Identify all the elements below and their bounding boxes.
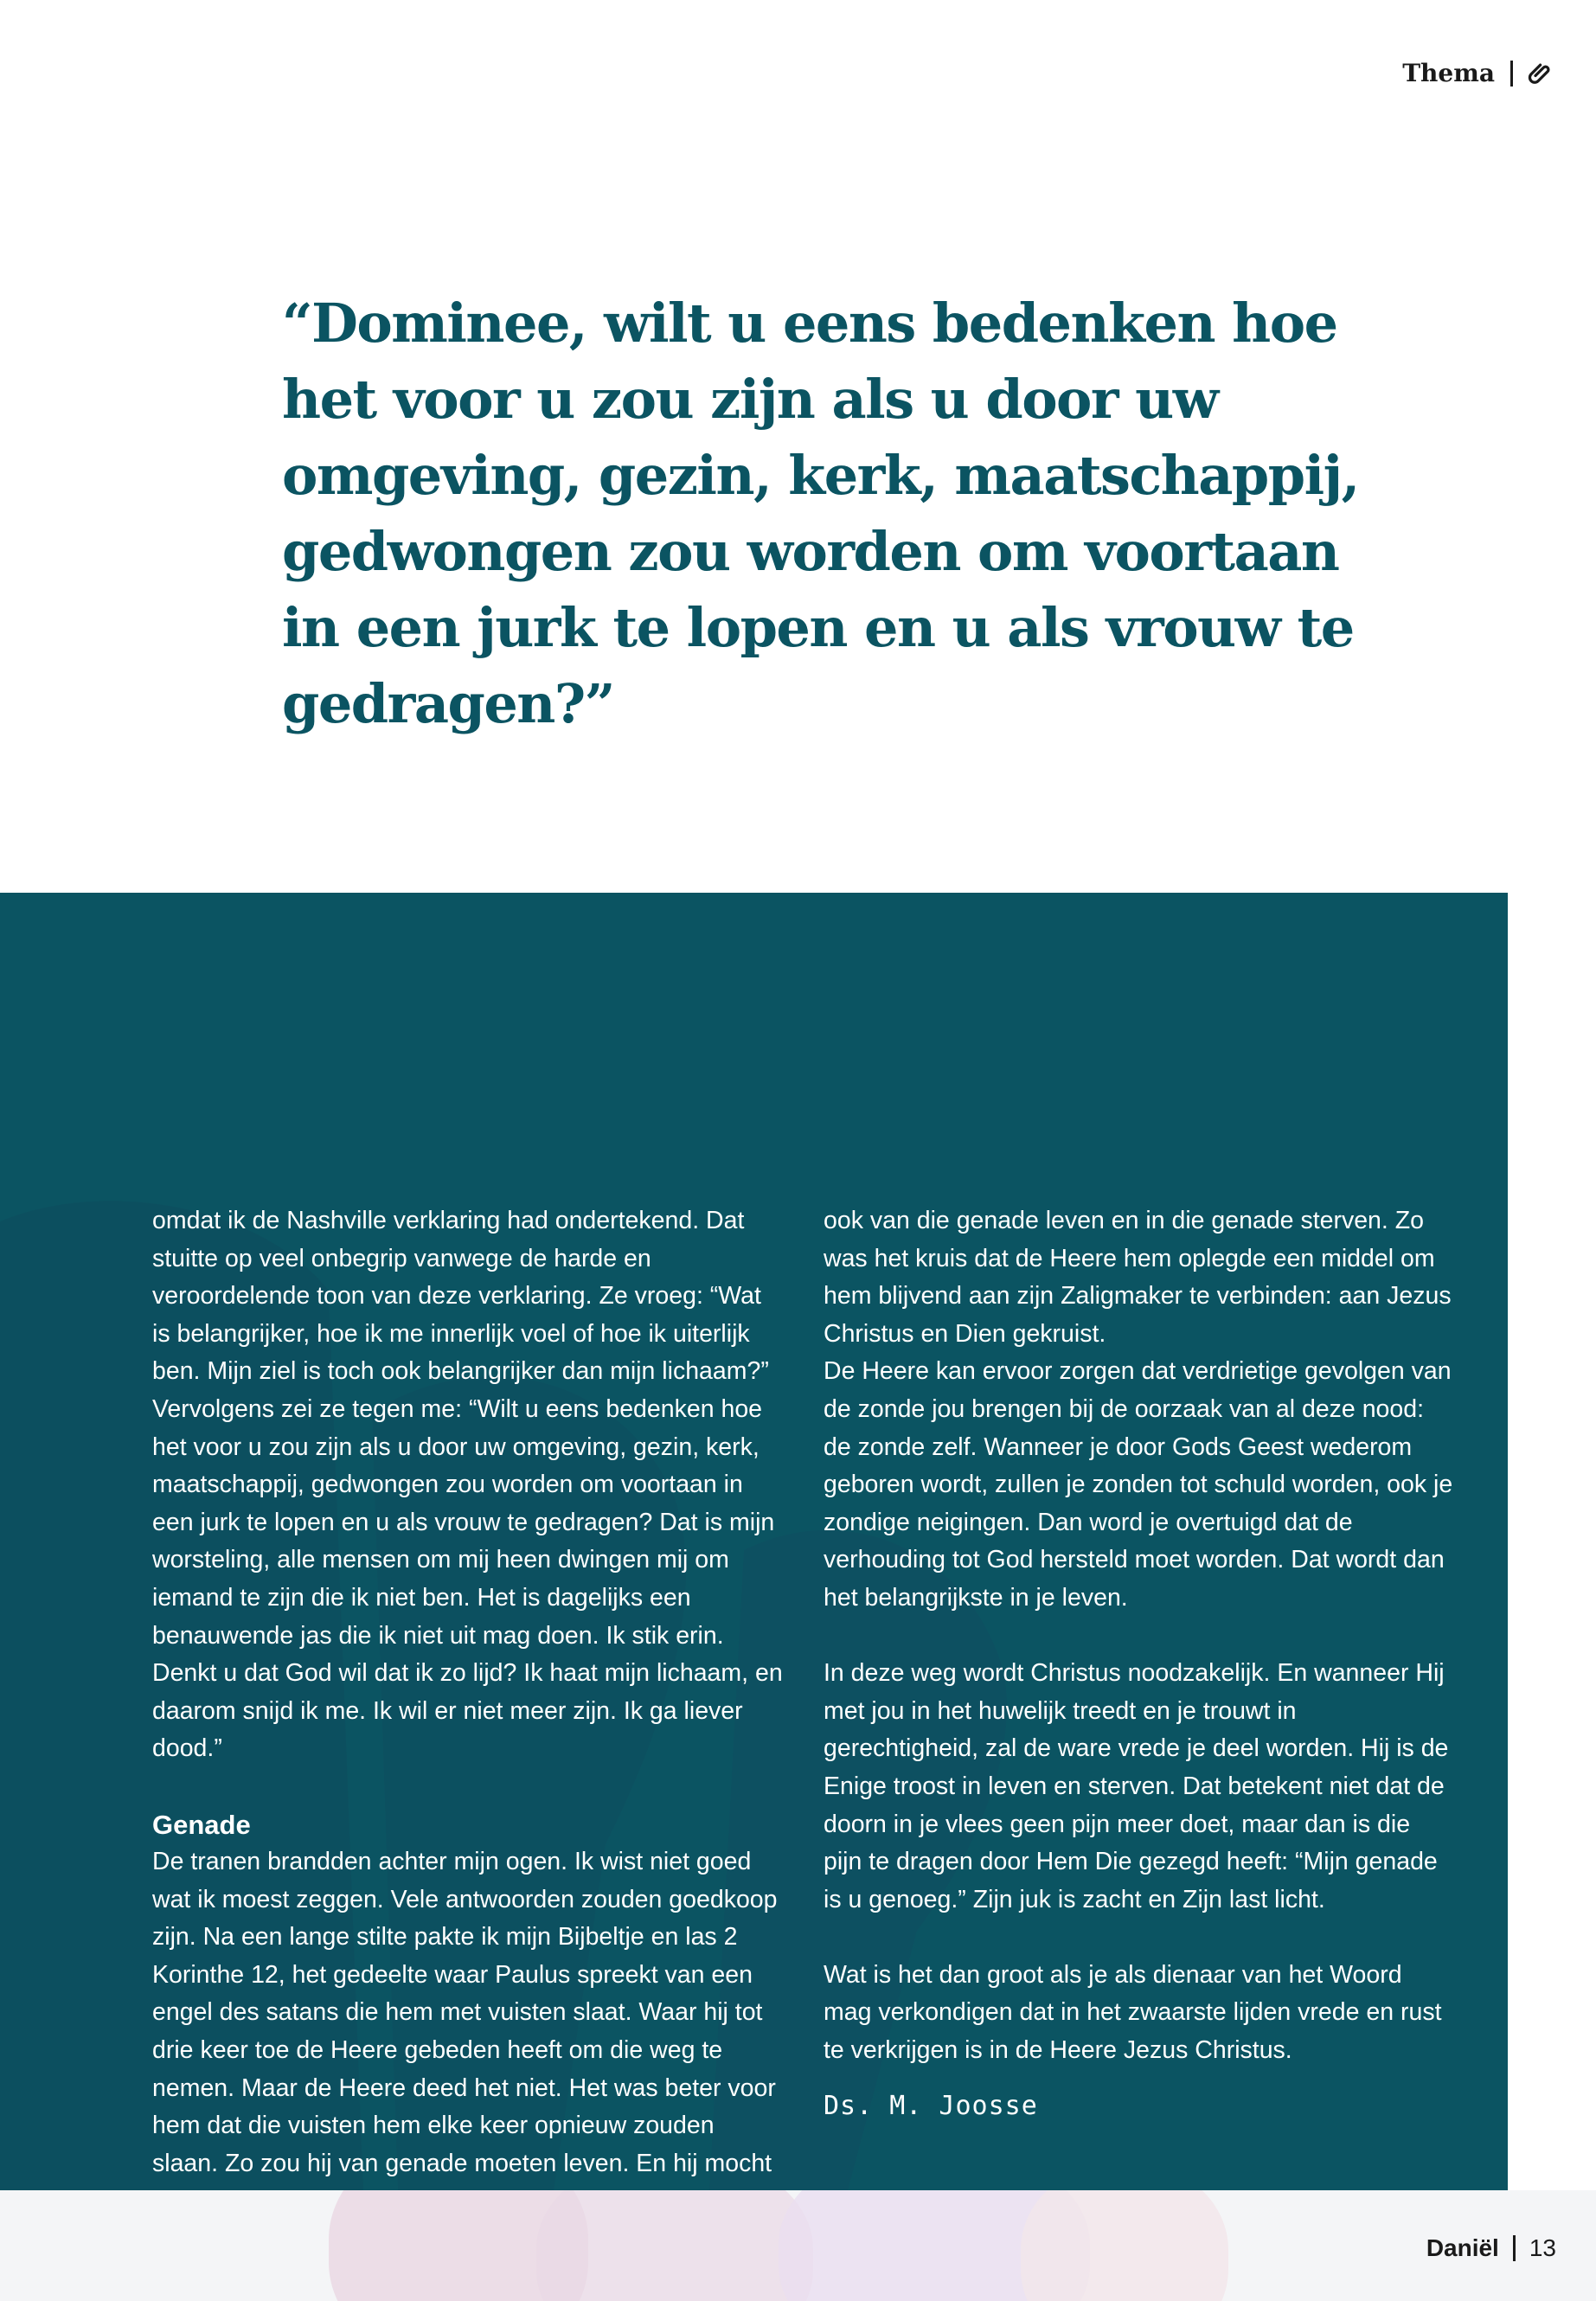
subheading: Genade <box>152 1809 251 1840</box>
bottom-strip <box>0 2190 1596 2301</box>
body-paragraph: Wat is het dan groot als je als dienaar van het Woord mag verkondigen dat in het zwaarste lijden vrede en rust te verkrijgen is in de Heere Jezus Christus. <box>824 1960 1442 2065</box>
body-paragraph: ook van die genade leven en in die genade sterven. Zo was het kruis dat de Heere hem oplegde een middel om hem blijvend aan zijn Zaligmaker te verbinden: aan Jezus Christus en Dien gekruist. <box>824 1207 1452 1348</box>
decor-blob <box>536 2190 813 2301</box>
author-signature: Ds. M. Joosse <box>824 2090 1038 2121</box>
pull-quote: “Dominee, wilt u eens bedenken hoe het voor u zou zijn als u door uw omgeving, gezin, kerk, maatschappij, gedwongen zou worden om voortaan in een jurk te lopen en u als vrouw te gedragen?” <box>282 292 1359 735</box>
page-footer <box>1426 2234 1556 2262</box>
header-divider <box>1510 61 1513 87</box>
article-column-left <box>152 1202 784 2182</box>
page-number: 13 <box>1529 2234 1556 2261</box>
magazine-name: Daniël <box>1426 2234 1499 2261</box>
page-header <box>1402 59 1553 87</box>
paperclip-icon <box>1527 61 1553 87</box>
body-paragraph: De Heere kan ervoor zorgen dat verdrietige gevolgen van de zonde jou brengen bij de oorzaak van al deze nood: de zonde zelf. Wanneer je door Gods Geest wederom geboren wordt, zullen je zonden tot schuld worden, ook je zondige neigingen. Dan word je overtuigd dat de verhouding tot God hersteld moet worden. Dat wordt dan het belangrijkste in je leven. <box>824 1357 1453 1612</box>
body-paragraph: De tranen brandden achter mijn ogen. Ik wist niet goed wat ik moest zeggen. Vele antwoorden zouden goedkoop zijn. Na een lange stilte pakte ik mijn Bijbeltje en las 2 Korinthe 12, het gedeelte waar Paulus spreekt van een engel des satans die hem met vuisten slaat. Waar hij tot drie keer toe de Heere gebeden heeft om die weg te nemen. Maar de Heere deed het niet. Het was beter voor hem dat die vuisten hem elke keer opnieuw zouden slaan. Zo zou hij van genade moeten leven. En hij mocht <box>152 1848 778 2177</box>
body-paragraph: omdat ik de Nashville verklaring had ondertekend. Dat stuitte op veel onbegrip vanwege de harde en veroordelende toon van deze verklaring. Ze vroeg: “Wat is belangrijker, hoe ik me innerlijk voel of hoe ik uiterlijk ben. Mijn ziel is toch ook belangrijker dan mijn lichaam?” Vervolgens zei ze tegen me: “Wilt u eens bedenken hoe het voor u zou zijn als u door uw omgeving, gezin, kerk, maatschappij, gedwongen zou worden om voortaan in een jurk te lopen en u als vrouw te gedragen? Dat is mijn worsteling, alle mensen om mij heen dwingen mij om iemand te zijn die ik niet ben. Het is dagelijks een benauwende jas die ik niet uit mag doen. Ik stik erin. Denkt u dat God wil dat ik zo lijd? Ik haat mijn lichaam, en daarom snijd ik me. Ik wil er niet meer zijn. Ik ga liever dood.” <box>152 1207 783 1763</box>
body-paragraph: In deze weg wordt Christus noodzakelijk. En wanneer Hij met jou in het huwelijk treedt en je trouwt in gerechtigheid, zal de ware vrede je deel worden. Hij is de Enige troost in leven en sterven. Dat betekent niet dat de doorn in je vlees geen pijn meer doet, maar dan is die pijn te dragen door Hem Die gezegd heeft: “Mijn genade is u genoeg.” Zijn juk is zacht en Zijn last licht. <box>824 1659 1449 1913</box>
section-label: Thema <box>1402 59 1495 87</box>
article-column-right <box>824 1202 1455 2125</box>
decor-blob <box>1021 2190 1228 2301</box>
footer-divider <box>1513 2235 1516 2261</box>
